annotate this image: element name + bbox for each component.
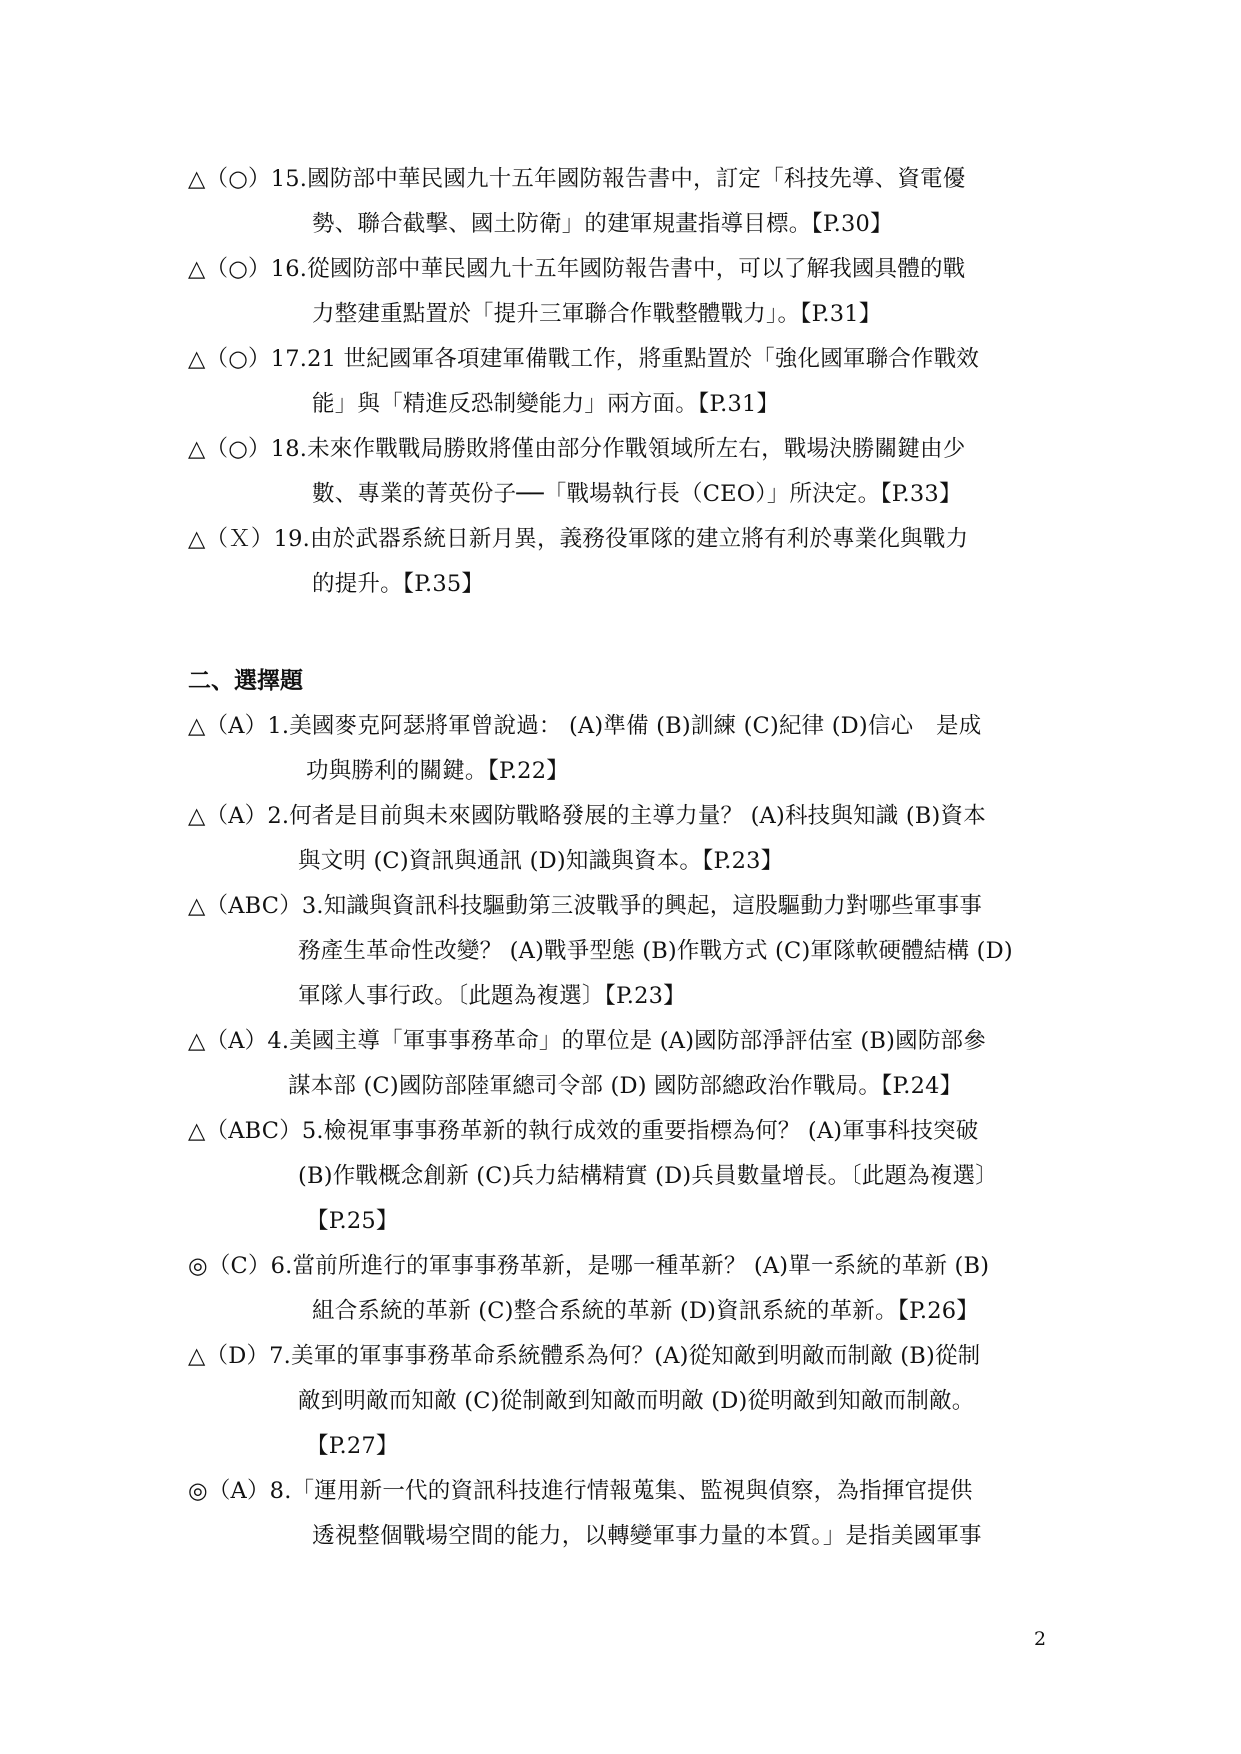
- item-line: 軍隊人事行政。〔此題為複選〕【P.23】: [298, 983, 686, 1009]
- item-line: △（ABC）3.知識與資訊科技驅動第三波戰爭的興起，這股驅動力對哪些軍事事: [188, 893, 983, 919]
- item-line: 勢、聯合截擊、國土防衛」的建軍規畫指導目標。【P.30】: [312, 211, 893, 237]
- item-line: 與文明 (C)資訊與通訊 (D)知識與資本。【P.23】: [298, 848, 784, 874]
- item-line: △（○）17.21 世紀國軍各項建軍備戰工作，將重點置於「強化國軍聯合作戰效: [188, 346, 980, 372]
- item-line: △（A）4.美國主導「軍事事務革命」的單位是 (A)國防部淨評估室 (B)國防部參: [188, 1028, 986, 1054]
- item-line: 敵到明敵而知敵 (C)從制敵到知敵而明敵 (D)從明敵到知敵而制敵。: [298, 1388, 975, 1414]
- item-line: △（A）2.何者是目前與未來國防戰略發展的主導力量？ (A)科技與知識 (B)資本: [188, 803, 986, 829]
- item-line: 謀本部 (C)國防部陸軍總司令部 (D) 國防部總政治作戰局。【P.24】: [288, 1073, 963, 1099]
- item-line: 力整建重點置於「提升三軍聯合作戰整體戰力」。【P.31】: [312, 301, 882, 327]
- section-heading: 二、選擇題: [188, 667, 303, 694]
- item-line: △（ABC）5.檢視軍事事務革新的執行成效的重要指標為何？ (A)軍事科技突破: [188, 1118, 979, 1144]
- item-line: ◎（A）8.「運用新一代的資訊科技進行情報蒐集、監視與偵察，為指揮官提供: [188, 1478, 973, 1504]
- item-line: 務產生革命性改變？ (A)戰爭型態 (B)作戰方式 (C)軍隊軟硬體結構 (D): [298, 938, 1013, 964]
- item-line: 功與勝利的關鍵。【P.22】: [306, 758, 569, 784]
- item-line: 透視整個戰場空間的能力，以轉變軍事力量的本質。」是指美國軍事: [312, 1523, 982, 1549]
- item-line: 的提升。【P.35】: [312, 571, 485, 597]
- item-line: (B)作戰概念創新 (C)兵力結構精實 (D)兵員數量增長。〔此題為複選〕: [298, 1163, 998, 1189]
- item-line: △（○）18.未來作戰戰局勝敗將僅由部分作戰領域所左右，戰場決勝關鍵由少: [188, 436, 966, 462]
- item-line: 數、專業的菁英份子──「戰場執行長（CEO）」所決定。【P.33】: [312, 481, 962, 507]
- item-line: 【P.25】: [306, 1208, 399, 1234]
- item-line: ◎（C）6.當前所進行的軍事事務革新，是哪一種革新？ (A)單一系統的革新 (B): [188, 1253, 990, 1279]
- item-line: 【P.27】: [306, 1433, 399, 1459]
- item-line: 能」與「精進反恐制變能力」兩方面。【P.31】: [312, 391, 780, 417]
- item-line: 組合系統的革新 (C)整合系統的革新 (D)資訊系統的革新。【P.26】: [312, 1298, 979, 1324]
- item-line: △（○）16.從國防部中華民國九十五年國防報告書中，可以了解我國具體的戰: [188, 256, 966, 282]
- page-number: 2: [1034, 1628, 1047, 1650]
- item-line: △（Ｘ）19.由於武器系統日新月異，義務役軍隊的建立將有利於專業化與戰力: [188, 526, 969, 552]
- item-line: △（A）1.美國麥克阿瑟將軍曾說過： (A)準備 (B)訓練 (C)紀律 (D)信心 是成: [188, 713, 982, 739]
- item-line: △（○）15.國防部中華民國九十五年國防報告書中，訂定「科技先導、資電優: [188, 166, 966, 192]
- item-line: △（D）7.美軍的軍事事務革命系統體系為何？(A)從知敵到明敵而制敵 (B)從制: [188, 1343, 981, 1369]
